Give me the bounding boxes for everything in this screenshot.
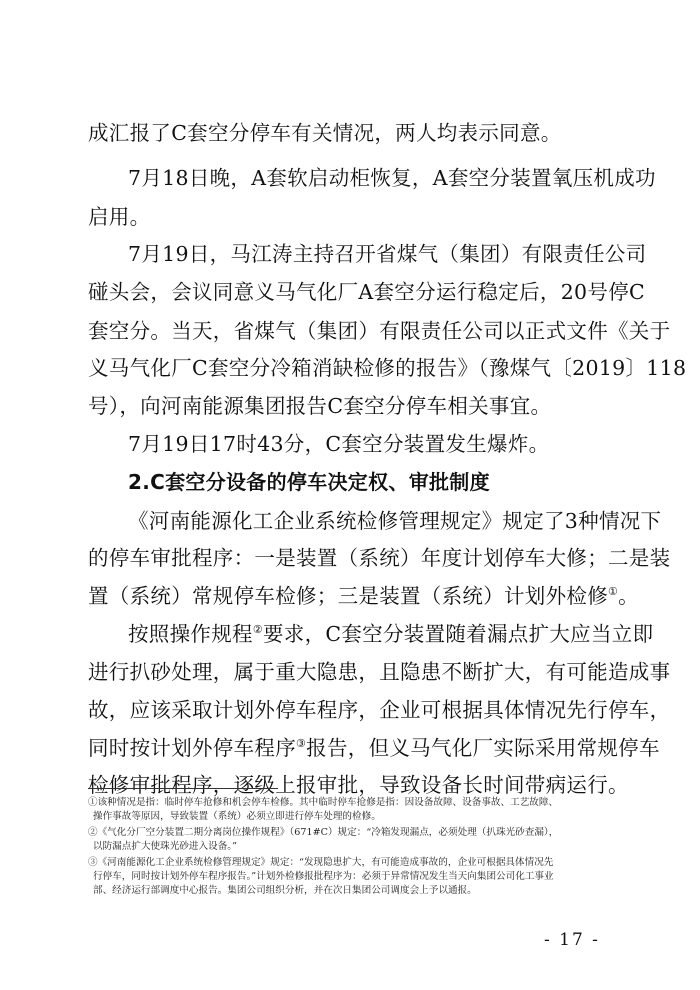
body-line: 义马气化厂C套空分冷箱消缺检修的报告》（豫煤气〔2019〕118: [88, 356, 687, 380]
body-line: 进行扒砂处理，属于重大隐患，且隐患不断扩大，有可能造成事: [88, 660, 671, 684]
footnote-ref: ③: [296, 737, 307, 751]
body-line: 碰头会，会议同意义马气化厂A套空分运行稳定后，20号停C: [88, 280, 645, 304]
body-text: 按照操作规程: [128, 622, 253, 646]
footnote-line: 部、经济运行部调度中心报告。集团公司组织分析，并在次日集团公司调度会上予以通报。: [93, 885, 477, 896]
footnote-line: ①该种情况是指：临时停车抢修和机会停车检修。其中临时停车抢修是指：因设备故障、设备事故、工艺故障、: [88, 797, 559, 808]
body-line: 7月19日17时43分，C套空分装置发生爆炸。: [128, 432, 550, 456]
body-text: 报告，但义马气化厂实际采用常规停车: [306, 736, 660, 760]
footnote-line: ③《河南能源化工企业系统检修管理规定》规定：“发现隐患扩大，有可能造成事故的，企业可根据具体情况先: [88, 857, 554, 868]
body-line: 《河南能源化工企业系统检修管理规定》规定了3种情况下: [128, 509, 662, 533]
page-number: - 17 -: [544, 930, 600, 950]
footnote-line: ②《气化分厂空分装置二期分离岗位操作规程》（671#C）规定：“冷箱发现漏点，必须处理（扒珠光砂查漏），: [88, 827, 559, 838]
body-line: 检修审批程序，逐级上报审批，导致设备长时间带病运行。: [88, 773, 629, 797]
footnote-line: 行停车，同时按计划外停车程序报告。”计划外检修报批程序为：必须于异常情况发生当天向集团公司化工事业: [93, 871, 554, 882]
body-line: 启用。: [88, 205, 151, 229]
body-line: 的停车审批程序：一是装置（系统）年度计划停车大修；二是装: [88, 546, 671, 570]
footnote-ref: ①: [608, 585, 619, 599]
body-line: [88, 581, 639, 611]
body-line: [128, 619, 654, 649]
body-line: 套空分。当天，省煤气（集团）有限责任公司以正式文件《关于: [88, 319, 671, 343]
body-text: 置（系统）常规停车检修；三是装置（系统）计划外检修: [88, 584, 608, 608]
body-line: 7月19日，马江涛主持召开省煤气（集团）有限责任公司: [128, 242, 647, 266]
body-text: 同时按计划外停车程序: [88, 736, 296, 760]
body-text: 要求，C套空分装置随着漏点扩大应当立即: [262, 622, 654, 646]
body-line: 7月18日晚，A套软启动柜恢复，A套空分装置氧压机成功: [128, 166, 656, 190]
body-line: 号），向河南能源集团报告C套空分停车相关事宜。: [88, 394, 552, 418]
footnote-divider: [88, 788, 278, 789]
footnote-ref: ②: [252, 623, 263, 637]
body-text: 。: [618, 584, 639, 608]
footnote-line: 操作事故等原因，导致装置（系统）必须立即进行停车处理的检修。: [93, 811, 381, 822]
body-line: 成汇报了C套空分停车有关情况，两人均表示同意。: [88, 121, 562, 145]
footnote-line: 以防漏点扩大使珠光砂进入设备。”: [93, 841, 238, 852]
body-line: [88, 733, 660, 763]
section-heading: 2.C套空分设备的停车决定权、审批制度: [128, 470, 490, 494]
body-line: 故，应该采取计划外停车程序，企业可根据具体情况先行停车，: [88, 698, 671, 722]
